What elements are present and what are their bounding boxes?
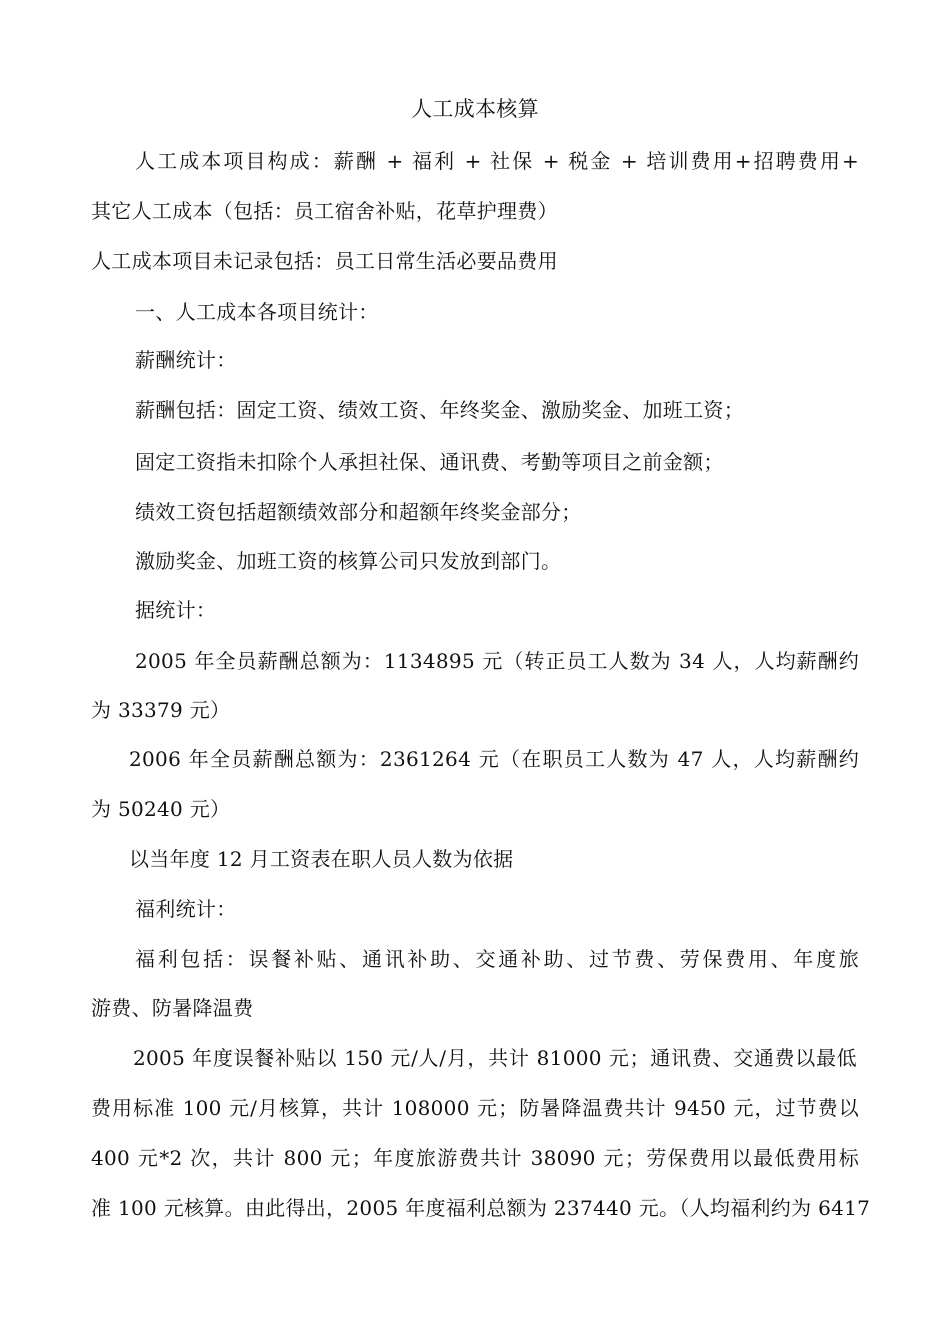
paragraph-line: 费用标准 100 元/月核算，共计 108000 元；防暑降温费共计 9450 元，过节费以 <box>91 1096 859 1120</box>
paragraph-line: 2005 年度误餐补贴以 150 元/人/月，共计 81000 元；通讯费、交通费以最低 <box>133 1046 857 1070</box>
section-heading: 一、人工成本各项目统计： <box>135 300 379 324</box>
paragraph-line: 薪酬包括：固定工资、绩效工资、年终奖金、激励奖金、加班工资； <box>135 398 744 422</box>
paragraph-line: 400 元*2 次，共计 800 元；年度旅游费共计 38090 元；劳保费用以最低费用标 <box>91 1146 859 1170</box>
paragraph-line: 福利包括：误餐补贴、通讯补助、交通补助、过节费、劳保费用、年度旅 <box>135 947 859 971</box>
paragraph-line: 为 33379 元） <box>91 698 231 722</box>
paragraph-line: 为 50240 元） <box>91 797 231 821</box>
paragraph-line: 人工成本项目构成：薪酬 + 福利 + 社保 + 税金 + 培训费用+招聘费用+ <box>135 149 859 173</box>
paragraph-line: 其它人工成本（包括：员工宿舍补贴，花草护理费） <box>91 199 558 223</box>
paragraph-line: 游费、防暑降温费 <box>91 996 254 1020</box>
paragraph-line: 人工成本项目未记录包括：员工日常生活必要品费用 <box>91 249 558 273</box>
page-title: 人工成本核算 <box>411 97 539 121</box>
paragraph-line: 以当年度 12 月工资表在职人员人数为依据 <box>129 847 514 871</box>
paragraph-line: 2005 年全员薪酬总额为：1134895 元（转正员工人数为 34 人，人均薪酬约 <box>135 649 859 673</box>
paragraph-line: 据统计： <box>135 598 217 622</box>
subsection-heading: 薪酬统计： <box>135 348 237 372</box>
paragraph-line: 激励奖金、加班工资的核算公司只发放到部门。 <box>135 549 562 573</box>
paragraph-line: 固定工资指未扣除个人承担社保、通讯费、考勤等项目之前金额； <box>135 450 724 474</box>
subsection-heading: 福利统计： <box>135 897 237 921</box>
paragraph-line: 绩效工资包括超额绩效部分和超额年终奖金部分； <box>135 500 582 524</box>
paragraph-line: 2006 年全员薪酬总额为：2361264 元（在职员工人数为 47 人，人均薪酬约 <box>129 747 859 771</box>
paragraph-line: 准 100 元核算。由此得出，2005 年度福利总额为 237440 元。（人均福利约为 6417 <box>91 1196 871 1220</box>
